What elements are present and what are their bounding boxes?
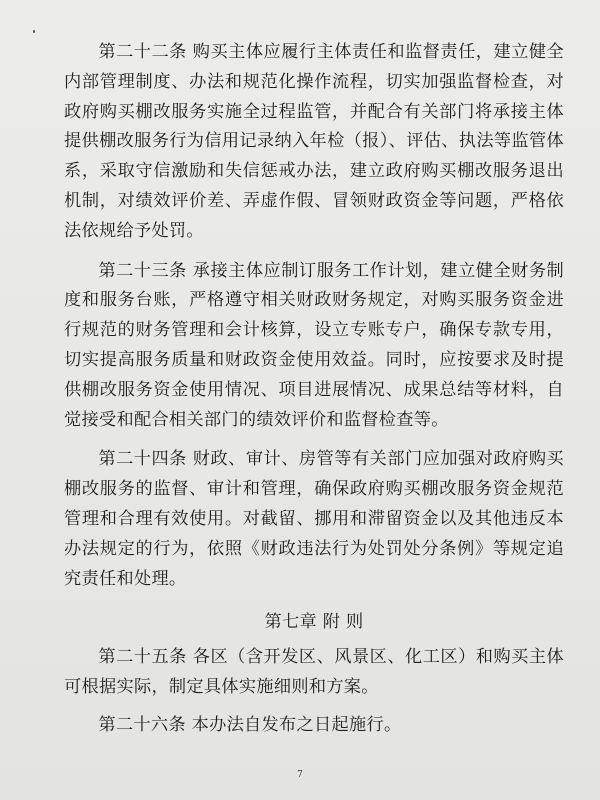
article-24: 第二十四条 财政、审计、房管等有关部门应加强对政府购买棚改服务的监督、审计和管理，确保政府购买棚改服务资金规范管理和合理有效使用。对截留、挪用和滞留资金以及其他违反本办法规定的行为，依照《财政违法行为处罚处分条例》等规定追究责任和处理。 [64, 449, 564, 589]
page-number: 7 [297, 770, 303, 780]
scan-speck [33, 30, 35, 33]
article-22: 第二十二条 购买主体应履行主体责任和监督责任，建立健全内部管理制度、办法和规范化操作流程，切实加强监督检查，对政府购买棚改服务实施全过程监管，并配合有关部门将承接主体提供棚改服务行为信用记录纳入年检（报）、评估、执法等监管体系，采取守信激励和失信惩戒办法，建立政府购买棚改服务退出机制，对绩效评价差、弄虚作假、冒领财政资金等问题，严格依法依规给予处罚。 [64, 42, 564, 241]
article-25: 第二十五条 各区（含开发区、风景区、化工区）和购买主体可根据实际，制定具体实施细则和方案。 [64, 647, 564, 698]
document-body [64, 38, 564, 749]
article-26: 第二十六条 本办法自发布之日起施行。 [98, 714, 402, 735]
article-23: 第二十三条 承接主体应制订服务工作计划，建立健全财务制度和服务台账，严格遵守相关财政财务规定，对购买服务资金进行规范的财务管理和会计核算，设立专账专户，确保专款专用，切实提高服务质量和财政资金使用效益。同时，应按要求及时提供棚改服务资金使用情况、项目进展情况、成果总结等材料，自觉接受和配合相关部门的绩效评价和监督检查等。 [64, 260, 564, 430]
chapter-title: 第七章 附 则 [264, 612, 364, 633]
